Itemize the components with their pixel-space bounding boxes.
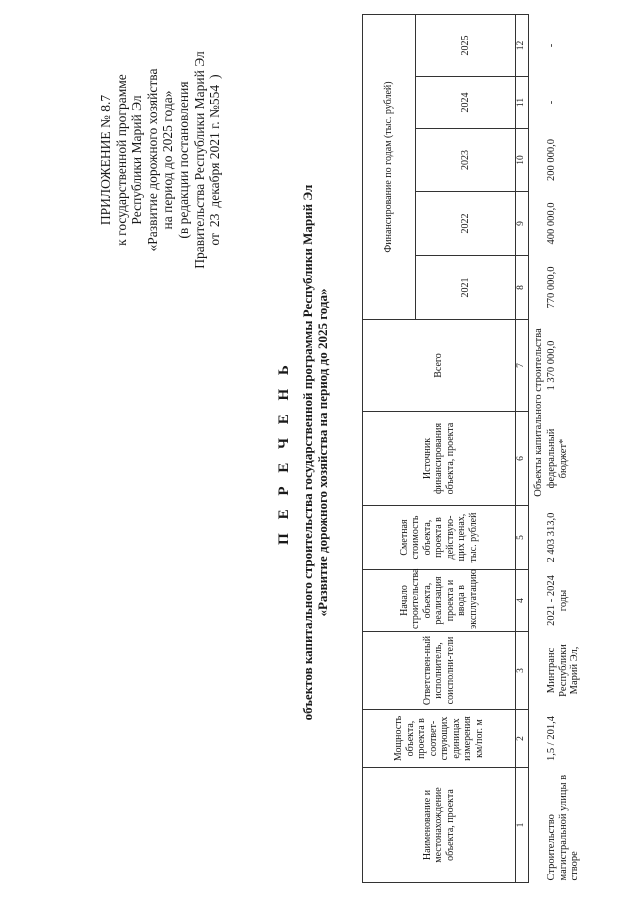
title-subtitle: объектов капитального строительства государственной программы Республики Марий Эл [300,184,315,721]
header-year: 2023 [416,129,516,192]
header-year: 2024 [416,77,516,129]
column-number: 12 [516,15,529,77]
appendix-line: на период до 2025 года» [160,90,176,230]
column-number: 10 [516,129,529,192]
decree-number: 554 [207,84,223,106]
column-number: 11 [516,77,529,129]
date-rest: декабря 2021 г. № [207,105,223,208]
table-row [544,15,582,883]
column-number: 3 [516,632,529,710]
cell-name: Строительство магистральной улицы в створе [546,774,580,881]
section-row [528,15,544,883]
cell-2025: - [546,43,557,48]
column-number: 5 [516,506,529,570]
objects-table-wrap [362,15,582,883]
header-executors: Ответствен-ный исполнитель, соисполни-тели [363,632,516,710]
header-source: Источник финансирования объекта, проекта [363,412,516,506]
appendix-line: «Развитие дорожного хозяйства [144,68,160,252]
cell-cost: 2 403 313,0 [546,512,557,563]
date-suffix: ) [207,74,223,79]
date-prefix: от [207,233,223,246]
column-number: 1 [516,768,529,883]
cell-executors: Минтранс Республики Марий Эл, [546,644,580,697]
cell-source: федеральный бюджет* [546,428,569,489]
objects-table [362,14,582,883]
appendix-line: к государственной программе [113,74,129,246]
appendix-date-line [207,10,223,310]
header-total: Всего [363,320,516,412]
cell-2023: 200 000,0 [546,139,557,181]
section-title: Объекты капитального строительства [532,328,544,497]
column-number: 9 [516,192,529,256]
date-day: 23 [207,213,223,228]
column-number: 2 [516,710,529,768]
cell-total: 1 370 000,0 [546,340,557,391]
document-title [276,0,330,905]
header-financing: Финансирование по годам (тыс. рублей) [363,15,416,320]
cell-capacity: 1,5 / 201,4 [546,716,557,761]
header-row [363,15,416,883]
header-start: Начало строительства объекта, реализация проекта и ввода в эксплуатацию [363,570,516,632]
appendix-line: Республики Марий Эл [129,95,145,225]
header-capacity: Мощность объекта, проекта в соответ-ствующих единицах измерения км/пог. м [363,710,516,768]
header-year: 2025 [416,15,516,77]
appendix-line: (в редакции постановления [175,81,191,239]
appendix-line: ПРИЛОЖЕНИЕ № 8.7 [98,94,113,226]
header-year: 2021 [416,256,516,320]
header-year: 2022 [416,192,516,256]
column-number: 8 [516,256,529,320]
column-number: 7 [516,320,529,412]
appendix-header [98,10,223,310]
title-main: П Е Р Е Ч Е Н Ь [276,360,292,545]
header-cost: Сметная стоимость объекта, проекта в действую-щих ценах, тыс. рублей [363,506,516,570]
cell-period: 2021 - 2024 годы [546,575,569,626]
title-subtitle: «Развитие дорожного хозяйства на период до 2025 года» [315,288,330,617]
cell-2022: 400 000,0 [546,202,557,245]
header-name: Наименование и местонахождение объекта, проекта [363,768,516,883]
column-number: 4 [516,570,529,632]
cell-2024: - [546,100,557,105]
appendix-line: Правительства Республики Марий Эл [191,51,207,269]
cell-2021: 770 000,0 [546,266,557,309]
column-numbers-row [516,15,529,883]
column-number: 6 [516,412,529,506]
